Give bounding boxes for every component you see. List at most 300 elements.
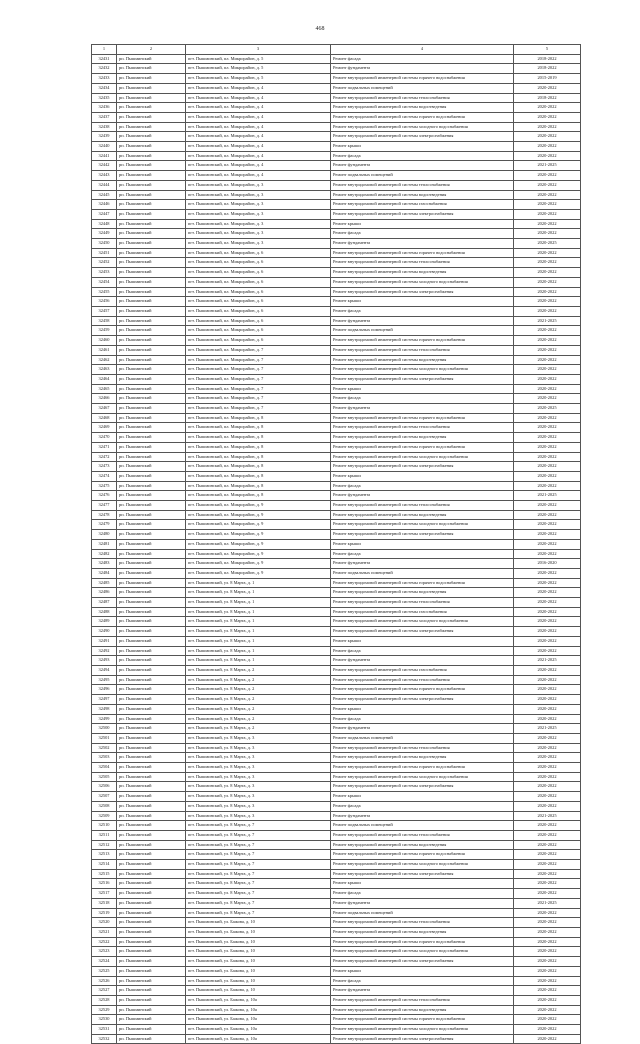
- row-number-cell: 32474: [92, 471, 117, 481]
- row-number-cell: 32480: [92, 530, 117, 540]
- table-row: [92, 103, 581, 113]
- address-cell: пгт. Пышминский, ул. 8 Марта, д. 3: [186, 763, 331, 773]
- address-cell: пгт. Пышминский, пл. Микрорайон, д. 7: [186, 345, 331, 355]
- period-cell: 2020-2022: [514, 413, 581, 423]
- row-number-cell: 32455: [92, 287, 117, 297]
- period-cell: 2020-2022: [514, 530, 581, 540]
- address-cell: пгт. Пышминский, пл. Микрорайон, д. 9: [186, 510, 331, 520]
- work-type-cell: Ремонт внутридомовой инженерной системы водоотведения: [331, 753, 514, 763]
- address-cell: пгт. Пышминский, ул. 8 Марта, д. 7: [186, 898, 331, 908]
- table-row: [92, 200, 581, 210]
- address-cell: пгт. Пышминский, ул. 8 Марта, д. 7: [186, 840, 331, 850]
- work-type-cell: Ремонт внутридомовой инженерной системы водоотведения: [331, 355, 514, 365]
- municipality-cell: рп. Пышминский: [117, 763, 186, 773]
- row-number-cell: 32481: [92, 539, 117, 549]
- period-cell: 2018-2022: [514, 64, 581, 74]
- municipality-cell: рп. Пышминский: [117, 132, 186, 142]
- period-cell: 2020-2025: [514, 239, 581, 249]
- work-type-cell: Ремонт фундамента: [331, 64, 514, 74]
- work-type-cell: Ремонт фасада: [331, 151, 514, 161]
- row-number-cell: 32492: [92, 646, 117, 656]
- address-cell: пгт. Пышминский, пл. Микрорайон, д. 4: [186, 122, 331, 132]
- municipality-cell: рп. Пышминский: [117, 355, 186, 365]
- municipality-cell: рп. Пышминский: [117, 724, 186, 734]
- table-row: [92, 666, 581, 676]
- row-number-cell: 32451: [92, 248, 117, 258]
- period-cell: 2020-2022: [514, 539, 581, 549]
- address-cell: пгт. Пышминский, пл. Микрорайон, д. 5: [186, 74, 331, 84]
- work-type-cell: Ремонт внутридомовой инженерной системы холодного водоснабжения: [331, 1025, 514, 1035]
- work-type-cell: Ремонт фасада: [331, 801, 514, 811]
- municipality-cell: рп. Пышминский: [117, 471, 186, 481]
- table-row: [92, 1025, 581, 1035]
- table-row: [92, 976, 581, 986]
- municipality-cell: рп. Пышминский: [117, 268, 186, 278]
- row-number-cell: 32526: [92, 976, 117, 986]
- row-number-cell: 32433: [92, 74, 117, 84]
- row-number-cell: 32463: [92, 365, 117, 375]
- period-cell: 2020-2022: [514, 326, 581, 336]
- table-row: [92, 316, 581, 326]
- row-number-cell: 32473: [92, 462, 117, 472]
- period-cell: 2021-2025: [514, 724, 581, 734]
- municipality-cell: рп. Пышминский: [117, 1015, 186, 1025]
- work-type-cell: Ремонт подвальных помещений: [331, 568, 514, 578]
- address-cell: пгт. Пышминский, ул. Бажова, д. 10: [186, 976, 331, 986]
- work-type-cell: Ремонт фундамента: [331, 811, 514, 821]
- table-row: [92, 268, 581, 278]
- address-cell: пгт. Пышминский, ул. Бажова, д. 10а: [186, 1005, 331, 1015]
- row-number-cell: 32521: [92, 927, 117, 937]
- period-cell: 2020-2022: [514, 268, 581, 278]
- work-type-cell: Ремонт фундамента: [331, 656, 514, 666]
- table-row: [92, 151, 581, 161]
- row-number-cell: 32493: [92, 656, 117, 666]
- municipality-cell: рп. Пышминский: [117, 908, 186, 918]
- municipality-cell: рп. Пышминский: [117, 190, 186, 200]
- work-type-cell: Ремонт внутридомовой инженерной системы холодного водоснабжения: [331, 452, 514, 462]
- period-cell: 2020-2022: [514, 976, 581, 986]
- table-row: [92, 384, 581, 394]
- work-type-cell: Ремонт крыши: [331, 539, 514, 549]
- municipality-cell: рп. Пышминский: [117, 1005, 186, 1015]
- period-cell: 2020-2022: [514, 617, 581, 627]
- address-cell: пгт. Пышминский, пл. Микрорайон, д. 4: [186, 132, 331, 142]
- table-row: [92, 636, 581, 646]
- address-cell: пгт. Пышминский, пл. Микрорайон, д. 5: [186, 54, 331, 64]
- row-number-cell: 32438: [92, 122, 117, 132]
- table-row: [92, 539, 581, 549]
- work-type-cell: Ремонт внутридомовой инженерной системы электроснабжения: [331, 627, 514, 637]
- period-cell: 2020-2022: [514, 646, 581, 656]
- table-row: [92, 530, 581, 540]
- address-cell: пгт. Пышминский, ул. Бажова, д. 10: [186, 918, 331, 928]
- row-number-cell: 32448: [92, 219, 117, 229]
- municipality-cell: рп. Пышминский: [117, 306, 186, 316]
- row-number-cell: 32496: [92, 685, 117, 695]
- address-cell: пгт. Пышминский, пл. Микрорайон, д. 8: [186, 491, 331, 501]
- table-row: [92, 937, 581, 947]
- work-type-cell: Ремонт крыши: [331, 219, 514, 229]
- work-type-cell: Ремонт фундамента: [331, 491, 514, 501]
- table-row: [92, 607, 581, 617]
- work-type-cell: Ремонт фундамента: [331, 316, 514, 326]
- period-cell: 2020-2022: [514, 869, 581, 879]
- municipality-cell: рп. Пышминский: [117, 782, 186, 792]
- row-number-cell: 32497: [92, 695, 117, 705]
- municipality-cell: рп. Пышминский: [117, 297, 186, 307]
- table-row: [92, 112, 581, 122]
- municipality-cell: рп. Пышминский: [117, 510, 186, 520]
- row-number-cell: 32437: [92, 112, 117, 122]
- municipality-cell: рп. Пышминский: [117, 869, 186, 879]
- work-type-cell: Ремонт внутридомовой инженерной системы теплоснабжения: [331, 743, 514, 753]
- municipality-cell: рп. Пышминский: [117, 627, 186, 637]
- address-cell: пгт. Пышминский, пл. Микрорайон, д. 4: [186, 151, 331, 161]
- table-row: [92, 190, 581, 200]
- address-cell: пгт. Пышминский, пл. Микрорайон, д. 3: [186, 219, 331, 229]
- municipality-cell: рп. Пышминский: [117, 462, 186, 472]
- period-cell: 2021-2025: [514, 898, 581, 908]
- table-row: [92, 1005, 581, 1015]
- address-cell: пгт. Пышминский, ул. 8 Марта, д. 1: [186, 627, 331, 637]
- row-number-cell: 32523: [92, 947, 117, 957]
- table-row: [92, 578, 581, 588]
- row-number-cell: 32507: [92, 792, 117, 802]
- table-row: [92, 54, 581, 64]
- period-cell: 2020-2022: [514, 743, 581, 753]
- table-row: [92, 811, 581, 821]
- period-cell: 2020-2022: [514, 675, 581, 685]
- period-cell: 2020-2022: [514, 966, 581, 976]
- work-type-cell: Ремонт внутридомовой инженерной системы электроснабжения: [331, 132, 514, 142]
- work-type-cell: Ремонт фасада: [331, 481, 514, 491]
- table-row: [92, 733, 581, 743]
- municipality-cell: рп. Пышминский: [117, 103, 186, 113]
- period-cell: 2020-2022: [514, 374, 581, 384]
- address-cell: пгт. Пышминский, пл. Микрорайон, д. 3: [186, 229, 331, 239]
- municipality-cell: рп. Пышминский: [117, 287, 186, 297]
- municipality-cell: рп. Пышминский: [117, 277, 186, 287]
- address-cell: пгт. Пышминский, пл. Микрорайон, д. 3: [186, 190, 331, 200]
- table-row: [92, 724, 581, 734]
- row-number-cell: 32444: [92, 180, 117, 190]
- table-row: [92, 326, 581, 336]
- period-cell: 2020-2022: [514, 209, 581, 219]
- row-number-cell: 32509: [92, 811, 117, 821]
- municipality-cell: рп. Пышминский: [117, 714, 186, 724]
- table-row: [92, 171, 581, 181]
- address-cell: пгт. Пышминский, пл. Микрорайон, д. 3: [186, 180, 331, 190]
- period-cell: 2020-2022: [514, 714, 581, 724]
- address-cell: пгт. Пышминский, пл. Микрорайон, д. 4: [186, 112, 331, 122]
- table-row: [92, 830, 581, 840]
- municipality-cell: рп. Пышминский: [117, 433, 186, 443]
- municipality-cell: рп. Пышминский: [117, 345, 186, 355]
- table-row: [92, 782, 581, 792]
- address-cell: пгт. Пышминский, пл. Микрорайон, д. 9: [186, 501, 331, 511]
- period-cell: 2020-2022: [514, 995, 581, 1005]
- municipality-cell: рп. Пышминский: [117, 142, 186, 152]
- table-row: [92, 617, 581, 627]
- work-type-cell: Ремонт внутридомовой инженерной системы теплоснабжения: [331, 423, 514, 433]
- municipality-cell: рп. Пышминский: [117, 316, 186, 326]
- row-number-cell: 32487: [92, 598, 117, 608]
- table-row: [92, 452, 581, 462]
- period-cell: 2020-2022: [514, 132, 581, 142]
- period-cell: 2020-2022: [514, 510, 581, 520]
- row-number-cell: 32502: [92, 743, 117, 753]
- work-type-cell: Ремонт внутридомовой инженерной системы электроснабжения: [331, 530, 514, 540]
- municipality-cell: рп. Пышминский: [117, 54, 186, 64]
- table-row: [92, 598, 581, 608]
- period-cell: 2020-2025: [514, 404, 581, 414]
- row-number-cell: 32486: [92, 588, 117, 598]
- municipality-cell: рп. Пышминский: [117, 801, 186, 811]
- municipality-cell: рп. Пышминский: [117, 229, 186, 239]
- period-cell: 2015-2019: [514, 74, 581, 84]
- period-cell: 2020-2022: [514, 481, 581, 491]
- row-number-cell: 32516: [92, 879, 117, 889]
- address-cell: пгт. Пышминский, ул. 8 Марта, д. 3: [186, 772, 331, 782]
- municipality-cell: рп. Пышминский: [117, 646, 186, 656]
- municipality-cell: рп. Пышминский: [117, 792, 186, 802]
- municipality-cell: рп. Пышминский: [117, 860, 186, 870]
- work-type-cell: Ремонт внутридомовой инженерной системы холодного водоснабжения: [331, 122, 514, 132]
- municipality-cell: рп. Пышминский: [117, 753, 186, 763]
- municipality-cell: рп. Пышминский: [117, 209, 186, 219]
- row-number-cell: 32445: [92, 190, 117, 200]
- row-number-cell: 32527: [92, 986, 117, 996]
- row-number-cell: 32504: [92, 763, 117, 773]
- row-number-cell: 32524: [92, 957, 117, 967]
- municipality-cell: рп. Пышминский: [117, 520, 186, 530]
- row-number-cell: 32458: [92, 316, 117, 326]
- period-cell: 2020-2022: [514, 763, 581, 773]
- table-row: [92, 995, 581, 1005]
- work-type-cell: Ремонт фасада: [331, 889, 514, 899]
- address-cell: пгт. Пышминский, ул. 8 Марта, д. 3: [186, 753, 331, 763]
- work-type-cell: Ремонт крыши: [331, 792, 514, 802]
- period-cell: 2020-2022: [514, 394, 581, 404]
- work-type-cell: Ремонт внутридомовой инженерной системы холодного водоснабжения: [331, 365, 514, 375]
- row-number-cell: 32482: [92, 549, 117, 559]
- address-cell: пгт. Пышминский, пл. Микрорайон, д. 9: [186, 539, 331, 549]
- table-row: [92, 695, 581, 705]
- work-type-cell: Ремонт внутридомовой инженерной системы водоотведения: [331, 268, 514, 278]
- table-row: [92, 481, 581, 491]
- municipality-cell: рп. Пышминский: [117, 607, 186, 617]
- address-cell: пгт. Пышминский, пл. Микрорайон, д. 8: [186, 452, 331, 462]
- column-header: 2: [117, 45, 186, 55]
- table-row: [92, 889, 581, 899]
- table-header-row: [92, 45, 581, 55]
- address-cell: пгт. Пышминский, пл. Микрорайон, д. 4: [186, 93, 331, 103]
- table-row: [92, 918, 581, 928]
- table-row: [92, 142, 581, 152]
- municipality-cell: рп. Пышминский: [117, 695, 186, 705]
- work-type-cell: Ремонт внутридомовой инженерной системы теплоснабжения: [331, 675, 514, 685]
- address-cell: пгт. Пышминский, пл. Микрорайон, д. 9: [186, 549, 331, 559]
- work-type-cell: Ремонт внутридомовой инженерной системы электроснабжения: [331, 957, 514, 967]
- municipality-cell: рп. Пышминский: [117, 549, 186, 559]
- table-row: [92, 850, 581, 860]
- table-row: [92, 656, 581, 666]
- work-type-cell: Ремонт подвальных помещений: [331, 326, 514, 336]
- municipality-cell: рп. Пышминский: [117, 840, 186, 850]
- period-cell: 2020-2022: [514, 636, 581, 646]
- address-cell: пгт. Пышминский, ул. 8 Марта, д. 7: [186, 850, 331, 860]
- municipality-cell: рп. Пышминский: [117, 219, 186, 229]
- repair-schedule-table: [91, 44, 581, 1044]
- table-row: [92, 821, 581, 831]
- table-row: [92, 306, 581, 316]
- work-type-cell: Ремонт фасада: [331, 714, 514, 724]
- period-cell: 2020-2022: [514, 471, 581, 481]
- period-cell: 2020-2022: [514, 423, 581, 433]
- municipality-cell: рп. Пышминский: [117, 966, 186, 976]
- row-number-cell: 32503: [92, 753, 117, 763]
- municipality-cell: рп. Пышминский: [117, 258, 186, 268]
- table-row: [92, 646, 581, 656]
- row-number-cell: 32436: [92, 103, 117, 113]
- period-cell: 2020-2022: [514, 297, 581, 307]
- municipality-cell: рп. Пышминский: [117, 365, 186, 375]
- address-cell: пгт. Пышминский, пл. Микрорайон, д. 8: [186, 442, 331, 452]
- period-cell: 2020-2022: [514, 588, 581, 598]
- municipality-cell: рп. Пышминский: [117, 442, 186, 452]
- work-type-cell: Ремонт внутридомовой инженерной системы теплоснабжения: [331, 995, 514, 1005]
- address-cell: пгт. Пышминский, ул. Бажова, д. 10: [186, 957, 331, 967]
- municipality-cell: рп. Пышминский: [117, 976, 186, 986]
- table-row: [92, 74, 581, 84]
- table-row: [92, 64, 581, 74]
- row-number-cell: 32457: [92, 306, 117, 316]
- work-type-cell: Ремонт фасада: [331, 54, 514, 64]
- municipality-cell: рп. Пышминский: [117, 986, 186, 996]
- period-cell: 2021-2025: [514, 491, 581, 501]
- table-row: [92, 966, 581, 976]
- table-row: [92, 1015, 581, 1025]
- row-number-cell: 32485: [92, 578, 117, 588]
- period-cell: 2020-2022: [514, 598, 581, 608]
- table-row: [92, 442, 581, 452]
- municipality-cell: рп. Пышминский: [117, 811, 186, 821]
- row-number-cell: 32514: [92, 860, 117, 870]
- period-cell: 2020-2022: [514, 442, 581, 452]
- address-cell: пгт. Пышминский, пл. Микрорайон, д. 8: [186, 433, 331, 443]
- row-number-cell: 32465: [92, 384, 117, 394]
- address-cell: пгт. Пышминский, пл. Микрорайон, д. 4: [186, 161, 331, 171]
- address-cell: пгт. Пышминский, ул. 8 Марта, д. 2: [186, 704, 331, 714]
- municipality-cell: рп. Пышминский: [117, 617, 186, 627]
- period-cell: 2020-2022: [514, 927, 581, 937]
- address-cell: пгт. Пышминский, ул. Бажова, д. 10а: [186, 995, 331, 1005]
- table-row: [92, 219, 581, 229]
- address-cell: пгт. Пышминский, пл. Микрорайон, д. 6: [186, 258, 331, 268]
- table-row: [92, 869, 581, 879]
- table-row: [92, 161, 581, 171]
- row-number-cell: 32476: [92, 491, 117, 501]
- table-row: [92, 297, 581, 307]
- row-number-cell: 32469: [92, 423, 117, 433]
- work-type-cell: Ремонт внутридомовой инженерной системы электроснабжения: [331, 1034, 514, 1044]
- row-number-cell: 32462: [92, 355, 117, 365]
- period-cell: 2020-2022: [514, 627, 581, 637]
- work-type-cell: Ремонт внутридомовой инженерной системы теплоснабжения: [331, 501, 514, 511]
- address-cell: пгт. Пышминский, ул. 8 Марта, д. 2: [186, 724, 331, 734]
- column-header: 1: [92, 45, 117, 55]
- municipality-cell: рп. Пышминский: [117, 1025, 186, 1035]
- table-row: [92, 801, 581, 811]
- period-cell: 2020-2022: [514, 112, 581, 122]
- municipality-cell: рп. Пышминский: [117, 248, 186, 258]
- address-cell: пгт. Пышминский, ул. 8 Марта, д. 1: [186, 598, 331, 608]
- row-number-cell: 32522: [92, 937, 117, 947]
- address-cell: пгт. Пышминский, ул. Бажова, д. 10: [186, 947, 331, 957]
- period-cell: 2020-2022: [514, 782, 581, 792]
- work-type-cell: Ремонт внутридомовой инженерной системы теплоснабжения: [331, 918, 514, 928]
- address-cell: пгт. Пышминский, пл. Микрорайон, д. 3: [186, 200, 331, 210]
- address-cell: пгт. Пышминский, пл. Микрорайон, д. 7: [186, 374, 331, 384]
- work-type-cell: Ремонт подвальных помещений: [331, 821, 514, 831]
- municipality-cell: рп. Пышминский: [117, 112, 186, 122]
- work-type-cell: Ремонт внутридомовой инженерной системы газоснабжения: [331, 607, 514, 617]
- address-cell: пгт. Пышминский, ул. 8 Марта, д. 1: [186, 578, 331, 588]
- period-cell: 2020-2022: [514, 200, 581, 210]
- address-cell: пгт. Пышминский, пл. Микрорайон, д. 6: [186, 287, 331, 297]
- table-body: [92, 54, 581, 1044]
- municipality-cell: рп. Пышминский: [117, 675, 186, 685]
- row-number-cell: 32440: [92, 142, 117, 152]
- period-cell: 2020-2022: [514, 306, 581, 316]
- row-number-cell: 32506: [92, 782, 117, 792]
- period-cell: 2020-2022: [514, 889, 581, 899]
- period-cell: 2020-2022: [514, 433, 581, 443]
- address-cell: пгт. Пышминский, ул. 8 Марта, д. 2: [186, 714, 331, 724]
- period-cell: 2018-2022: [514, 93, 581, 103]
- period-cell: 2016-2020: [514, 559, 581, 569]
- row-number-cell: 32518: [92, 898, 117, 908]
- work-type-cell: Ремонт внутридомовой инженерной системы водоотведения: [331, 433, 514, 443]
- table-row: [92, 704, 581, 714]
- address-cell: пгт. Пышминский, пл. Микрорайон, д. 7: [186, 355, 331, 365]
- row-number-cell: 32490: [92, 627, 117, 637]
- row-number-cell: 32525: [92, 966, 117, 976]
- work-type-cell: Ремонт внутридомовой инженерной системы горячего водоснабжения: [331, 413, 514, 423]
- row-number-cell: 32460: [92, 336, 117, 346]
- work-type-cell: Ремонт внутридомовой инженерной системы горячего водоснабжения: [331, 248, 514, 258]
- work-type-cell: Ремонт фасада: [331, 394, 514, 404]
- row-number-cell: 32453: [92, 268, 117, 278]
- address-cell: пгт. Пышминский, ул. Бажова, д. 10а: [186, 1025, 331, 1035]
- period-cell: 2020-2022: [514, 462, 581, 472]
- work-type-cell: Ремонт внутридомовой инженерной системы электроснабжения: [331, 782, 514, 792]
- row-number-cell: 32442: [92, 161, 117, 171]
- period-cell: 2020-2022: [514, 336, 581, 346]
- row-number-cell: 32513: [92, 850, 117, 860]
- address-cell: пгт. Пышминский, ул. 8 Марта, д. 1: [186, 607, 331, 617]
- table-row: [92, 753, 581, 763]
- row-number-cell: 32434: [92, 83, 117, 93]
- address-cell: пгт. Пышминский, ул. 8 Марта, д. 2: [186, 685, 331, 695]
- table-row: [92, 433, 581, 443]
- row-number-cell: 32475: [92, 481, 117, 491]
- address-cell: пгт. Пышминский, ул. 8 Марта, д. 3: [186, 801, 331, 811]
- period-cell: 2020-2022: [514, 180, 581, 190]
- period-cell: 2020-2022: [514, 908, 581, 918]
- municipality-cell: рп. Пышминский: [117, 1034, 186, 1044]
